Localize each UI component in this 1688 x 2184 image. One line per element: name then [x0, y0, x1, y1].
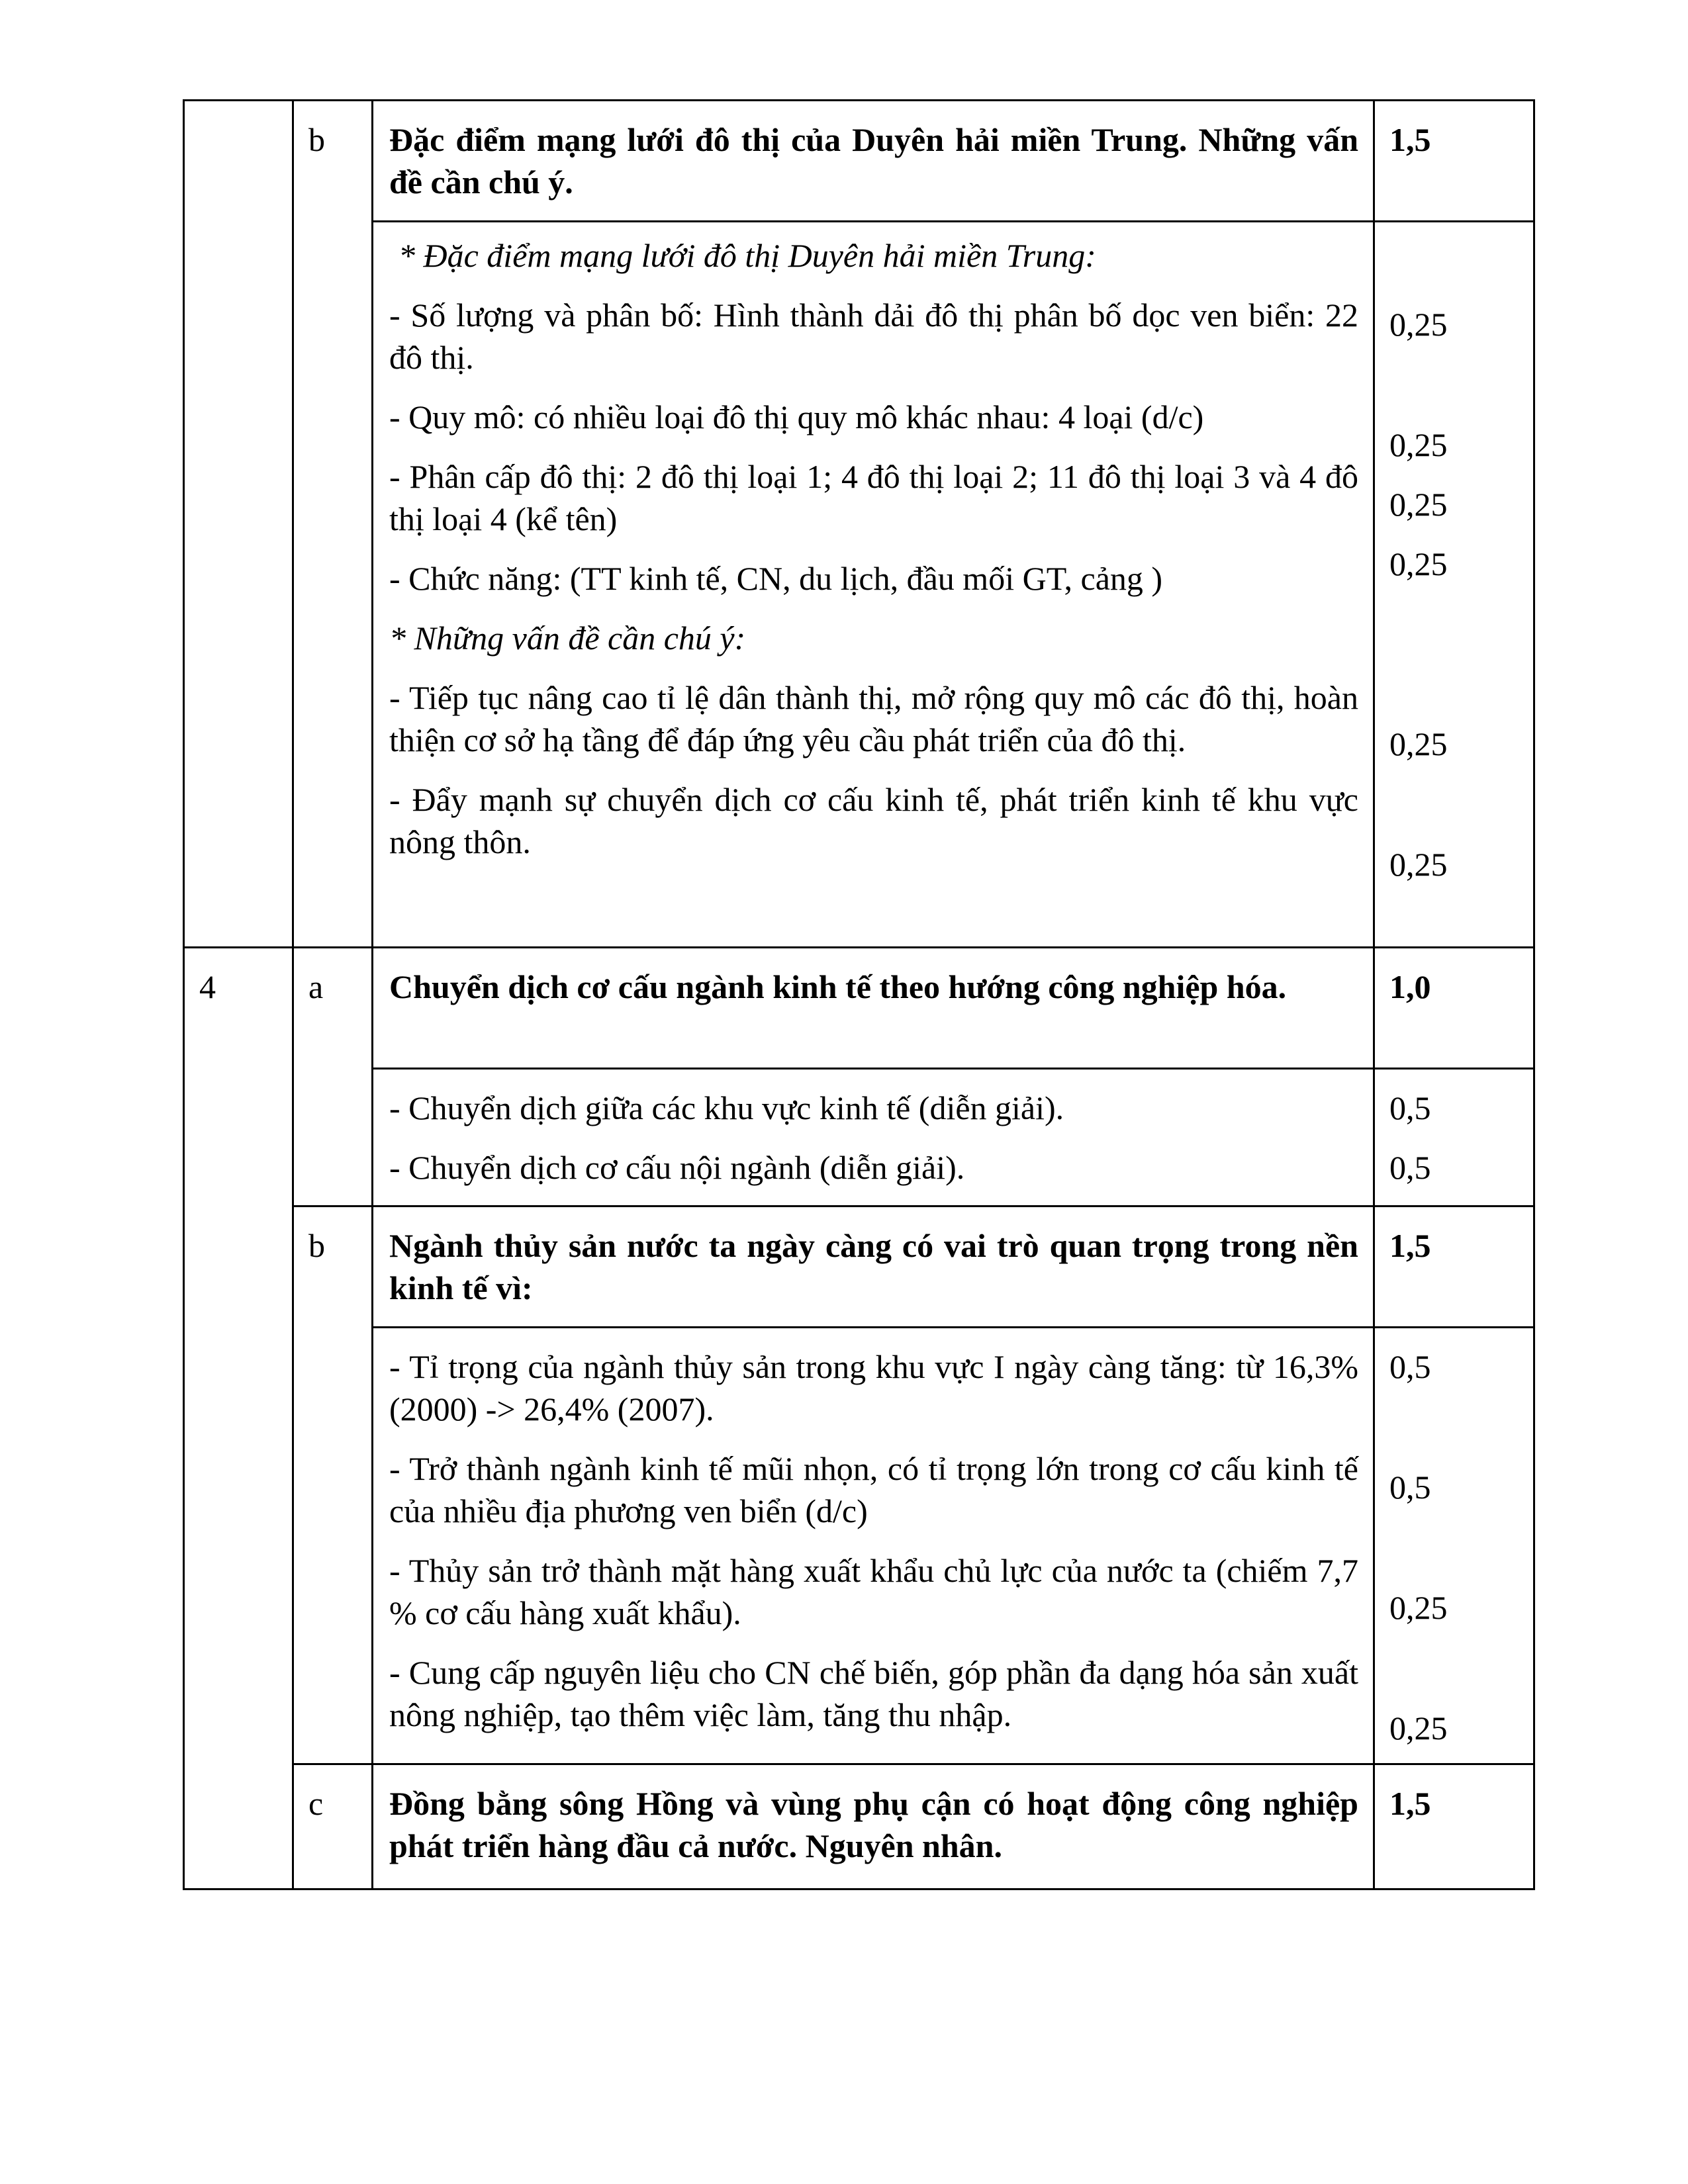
- part-label: b: [293, 101, 373, 948]
- point-value: 0,5: [1389, 1348, 1431, 1385]
- answer-line: - Số lượng và phân bố: Hình thành dải đô thị phân bố dọc ven biển: 22 đô thị.: [389, 296, 1358, 376]
- table-row: [184, 948, 1534, 1069]
- section-score: 1,5: [1374, 101, 1534, 222]
- point-value: 0,25: [1389, 306, 1448, 343]
- section-score: 1,5: [1374, 1206, 1534, 1328]
- table-row: [184, 1206, 1534, 1328]
- answer-line: - Chuyển dịch cơ cấu nội ngành (diễn giải).: [389, 1149, 965, 1186]
- answer-line: - Tiếp tục nâng cao tỉ lệ dân thành thị, mở rộng quy mô các đô thị, hoàn thiện cơ sở hạ tầng để đáp ứng yêu cầu phát triển của đô thị.: [389, 679, 1358, 758]
- sub-heading: * Đặc điểm mạng lưới đô thị Duyên hải miền Trung:: [399, 237, 1096, 274]
- point-value: 0,5: [1389, 1089, 1431, 1126]
- score-column: [1374, 222, 1534, 948]
- section-score: 1,5: [1374, 1764, 1534, 1889]
- section-heading: Đồng bằng sông Hồng và vùng phụ cận có hoạt động công nghiệp phát triển hàng đầu cả nước. Nguyên nhân.: [373, 1764, 1374, 1889]
- answer-key-table: [183, 99, 1535, 1890]
- table-row: [184, 222, 1534, 948]
- point-value: 0,25: [1389, 1589, 1448, 1626]
- answer-line: - Thủy sản trở thành mặt hàng xuất khẩu chủ lực của nước ta (chiếm 7,7 % cơ cấu hàng xuất khẩu).: [389, 1552, 1358, 1631]
- question-number: 4: [184, 948, 293, 1889]
- section-score: 1,0: [1374, 948, 1534, 1069]
- score-column: [1374, 1328, 1534, 1764]
- answer-line: - Tỉ trọng của ngành thủy sản trong khu vực I ngày càng tăng: từ 16,3% (2000) -> 26,4% (2007).: [389, 1348, 1358, 1428]
- part-label: b: [293, 1206, 373, 1764]
- answer-content: [373, 1328, 1374, 1764]
- answer-line: - Chuyển dịch giữa các khu vực kinh tế (diễn giải).: [389, 1089, 1064, 1126]
- table-row: [184, 1069, 1534, 1206]
- answer-key-sheet: [183, 99, 1533, 1890]
- section-heading: Chuyển dịch cơ cấu ngành kinh tế theo hướng công nghiệp hóa.: [373, 948, 1374, 1069]
- part-label: c: [293, 1764, 373, 1889]
- table-row: [184, 1328, 1534, 1764]
- point-value: 0,25: [1389, 846, 1448, 883]
- answer-line: - Đẩy mạnh sự chuyển dịch cơ cấu kinh tế, phát triển kinh tế khu vực nông thôn.: [389, 781, 1358, 860]
- answer-line: - Phân cấp đô thị: 2 đô thị loại 1; 4 đô thị loại 2; 11 đô thị loại 3 và 4 đô thị loại 4 (kể tên): [389, 458, 1358, 537]
- point-value: 0,25: [1389, 725, 1448, 762]
- point-value: 0,25: [1389, 1709, 1448, 1747]
- answer-content: [373, 1069, 1374, 1206]
- point-value: 0,25: [1389, 545, 1448, 582]
- part-label: a: [293, 948, 373, 1206]
- answer-line: - Chức năng: (TT kinh tế, CN, du lịch, đầu mối GT, cảng ): [389, 560, 1163, 597]
- answer-line: - Cung cấp nguyên liệu cho CN chế biến, góp phần đa dạng hóa sản xuất nông nghiệp, tạo thêm việc làm, tăng thu nhập.: [389, 1654, 1358, 1733]
- point-value: 0,25: [1389, 486, 1448, 523]
- answer-line: - Trở thành ngành kinh tế mũi nhọn, có tỉ trọng lớn trong cơ cấu kinh tế của nhiều địa phương ven biển (d/c): [389, 1450, 1358, 1529]
- score-column: [1374, 1069, 1534, 1206]
- answer-line: - Quy mô: có nhiều loại đô thị quy mô khác nhau: 4 loại (d/c): [389, 398, 1204, 435]
- table-row: [184, 101, 1534, 222]
- point-value: 0,5: [1389, 1149, 1431, 1186]
- point-value: 0,5: [1389, 1469, 1431, 1506]
- section-heading: Ngành thủy sản nước ta ngày càng có vai trò quan trọng trong nền kinh tế vì:: [373, 1206, 1374, 1328]
- question-number-cell: [184, 101, 293, 948]
- point-value: 0,25: [1389, 426, 1448, 463]
- sub-heading: * Những vấn đề cần chú ý:: [389, 619, 746, 657]
- table-row: [184, 1764, 1534, 1889]
- answer-content: [373, 222, 1374, 948]
- section-heading: Đặc điểm mạng lưới đô thị của Duyên hải miền Trung. Những vấn đề cần chú ý.: [373, 101, 1374, 222]
